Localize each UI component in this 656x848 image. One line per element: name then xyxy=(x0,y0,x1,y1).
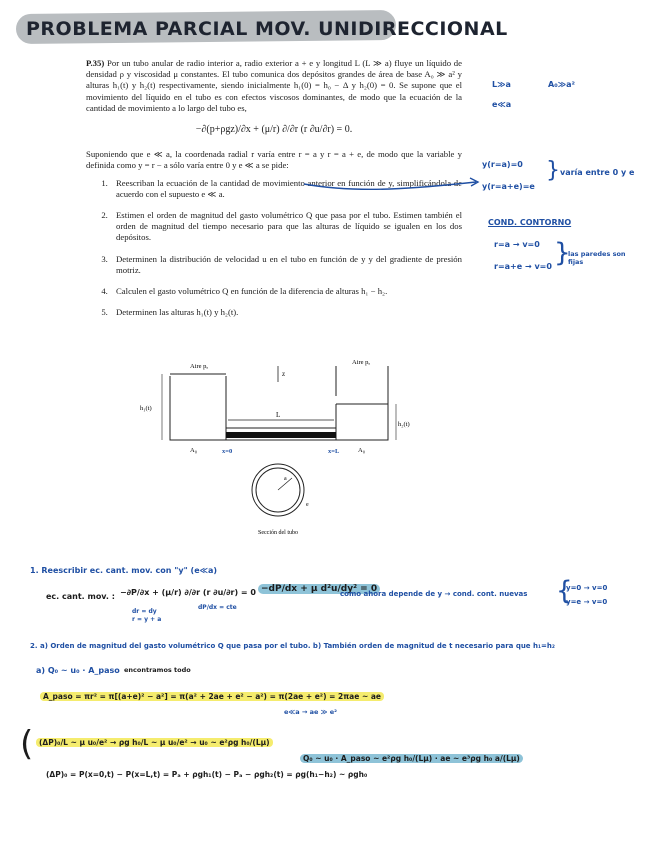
question-1: 1. Reescriban la ecuación de la cantidad de movimiento anterior en función de y, simplificándola de acuerdo con el supuesto e ≪ a. xyxy=(110,178,462,200)
s1-note-r: r = y + a xyxy=(132,616,162,623)
s1-note-dp: dP/dx = cte xyxy=(198,604,237,611)
section-caption: Sección del tubo xyxy=(258,530,298,536)
left-tank-wall xyxy=(170,376,226,440)
s1-equation: −∂P/∂x + (μ/r) ∂/∂r (r ∂u/∂r) = 0 xyxy=(120,588,256,597)
brace-icon-3: { xyxy=(556,576,573,606)
s2-equation-1: (ΔP)₀/L ~ μ u₀/e² → ρg h₀/L ~ μ u₀/e² → u₀ ~ e²ρg h₀/(Lμ) xyxy=(36,738,273,747)
question-5: 5. Determinen las alturas h₁(t) y h₂(t). xyxy=(110,307,462,318)
question-4: 4. Calculen el gasto volumétrico Q en función de la diferencia de alturas h₁ − h₂. xyxy=(110,286,462,297)
s1-note-dr: dr = dy xyxy=(132,608,157,615)
note-l-gg-a: L≫a xyxy=(492,80,511,89)
diagram-a0-right: A₀ xyxy=(358,447,365,454)
note-bc-title: COND. CONTORNO xyxy=(488,218,572,227)
note-y-at-a: y(r=a)=0 xyxy=(482,160,523,169)
note-y-at-a-plus-e: y(r=a+e)=e xyxy=(482,182,535,191)
s2a-note: encontramos todo xyxy=(124,666,191,674)
diagram-xL: x=L xyxy=(328,448,340,455)
link-arrow xyxy=(300,170,490,200)
diagram-a0-left: A₀ xyxy=(190,447,197,454)
s1-heading: 1. Reescribir ec. cant. mov. con "y" (e≪a) xyxy=(30,566,218,575)
pipe-core xyxy=(226,432,336,438)
s1-bc-2: y=e → v=0 xyxy=(566,598,608,606)
problem-text: Por un tubo anular de radio interior a, radio exterior a + e y longitud L (L ≫ a) fluye un líquido de densidad ρ y viscosidad μ constantes. El tubo comunica dos depósitos grandes de área de base A₀ ≫ a² y alturas h₁(t) y h₂(t) respectivamente, siendo inicialmente h₁(0) = h₀ − Δ y h₂(0) = 0. Se supone que el movimiento del líquido en el tubo es con efectos viscosos dominantes, de modo que la ecuación de la cantidad de movimiento a lo largo del tubo es, xyxy=(86,58,463,113)
diagram-aire-left: Aire pₐ xyxy=(190,363,209,370)
brace-icon-4: ( xyxy=(20,724,34,764)
diagram-L: L xyxy=(276,411,281,419)
section-e: e xyxy=(306,502,309,508)
question-2: 2. Estimen el orden de magnitud del gasto volumétrico Q que pasa por el tubo. Estimen también el orden de magnitud del tiempo necesario para que las alturas de líquido se igualen en los dos depósitos. xyxy=(110,210,462,244)
s1-eq-prefix: ec. cant. mov. : xyxy=(46,592,115,601)
note-y-range: varía entre 0 y e xyxy=(560,168,635,177)
reservoir-diagram xyxy=(140,356,440,546)
page-title: PROBLEMA PARCIAL MOV. UNIDIRECCIONAL xyxy=(26,18,508,40)
s2-heading: 2. a) Orden de magnitud del gasto volumétrico Q que pasa por el tubo. b) También orden de magnitud de t necesario para que h₁=h₂ xyxy=(30,642,555,650)
problem-label: P.35) xyxy=(86,58,105,68)
diagram-h1: h₁(t) xyxy=(140,405,152,412)
s2a-label: a) Q₀ ~ u₀ · A_paso xyxy=(36,666,120,675)
question-3: 3. Determinen la distribución de velocidad u en el tubo en función de y y del gradiente de presión motriz. xyxy=(110,254,462,276)
note-bc-brace: las paredes son fijas xyxy=(568,250,626,266)
s1-equation-result: −dP/dx + μ d²u/dy² = 0 xyxy=(258,584,380,594)
brace-icon: } xyxy=(546,158,560,183)
note-bc-1: r=a → v=0 xyxy=(494,240,540,249)
s2a-approx: e≪a → ae ≫ e² xyxy=(284,708,337,716)
note-bc-2: r=a+e → v=0 xyxy=(494,262,552,271)
diagram-z: z xyxy=(282,370,286,378)
note-a0-gg-a2: A₀≫a² xyxy=(548,80,575,89)
diagram-x0: x=0 xyxy=(222,448,233,455)
s2a-area: A_paso = πr² = π[(a+e)² − a²] = π(a² + 2ae + e² − a²) = π(2ae + e²) = 2πae ~ ae xyxy=(40,692,384,701)
s2-equation-1b: Q₀ ~ u₀ · A_paso ~ e²ρg h₀/(Lμ) · ae ~ e³ρg h₀ a/(Lμ) xyxy=(300,754,523,763)
assumption-text: Suponiendo que e ≪ a, la coordenada radial r varía entre r = a y r = a + e, de modo que la variable y definida como y = r − a sólo varía entre 0 y e ≪ a se pide: xyxy=(86,149,462,171)
note-e-ll-a: e≪a xyxy=(492,100,512,109)
diagram-h2: h₂(t) xyxy=(398,421,410,428)
brace-icon-2: } xyxy=(554,238,571,268)
s2-equation-2: (ΔP)₀ = P(x=0,t) − P(x=L,t) = Pₐ + ρgh₁(t) − Pₐ − ρgh₂(t) = ρg(h₁−h₂) ~ ρgh₀ xyxy=(46,770,368,779)
s1-bc-1: y=0 → v=0 xyxy=(566,584,608,592)
momentum-equation: −∂(p+ρgz)/∂x + (μ/r) ∂/∂r (r ∂u/∂r) = 0. xyxy=(195,124,353,136)
s1-comment: como ahora depende de y → cond. cont. nuevas xyxy=(340,590,528,598)
diagram-aire-right: Aire pₐ xyxy=(352,359,371,366)
section-a: a xyxy=(284,476,287,482)
